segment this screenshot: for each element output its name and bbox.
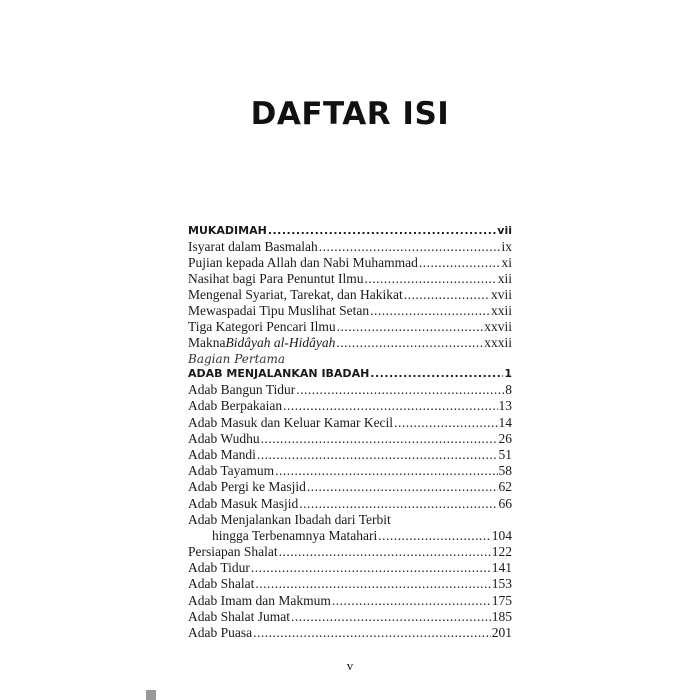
- scan-mark: [146, 690, 156, 700]
- entry-page: 175: [491, 592, 512, 608]
- page-title: DAFTAR ISI: [250, 96, 450, 132]
- entry-label-italic: Bidâyah al-Hidâyah: [225, 335, 336, 350]
- toc-entry[interactable]: [188, 431, 512, 447]
- leader-dots: [283, 398, 497, 414]
- leader-dots: [275, 463, 497, 479]
- entry-page: 66: [498, 495, 512, 511]
- entry-page: 26: [498, 430, 512, 446]
- toc-entry[interactable]: [188, 496, 512, 512]
- entry-label: Adab Tidur: [188, 560, 250, 576]
- leader-dots: [404, 287, 490, 303]
- leader-dots: [378, 528, 491, 544]
- leader-dots: [319, 239, 501, 255]
- leader-dots: [394, 415, 497, 431]
- leader-dots: [291, 609, 491, 625]
- entry-label: MUKADIMAH: [188, 224, 267, 237]
- entry-page: 13: [498, 398, 512, 414]
- toc-entry[interactable]: [188, 335, 512, 351]
- leader-dots: [364, 271, 496, 287]
- toc-entry[interactable]: [188, 415, 512, 431]
- toc-entry[interactable]: [188, 271, 512, 287]
- entry-page: 153: [491, 576, 512, 592]
- entry-label: Adab Tayamum: [188, 463, 275, 479]
- entry-label: Nasihat bagi Para Penuntut Ilmu: [188, 271, 364, 286]
- toc-entry[interactable]: [188, 255, 512, 271]
- entry-page: 51: [498, 446, 512, 462]
- toc-entry[interactable]: [188, 303, 512, 319]
- entry-page: ix: [501, 239, 512, 254]
- leader-dots: [370, 303, 490, 319]
- entry-label: Mengenal Syariat, Tarekat, dan Hakikat: [188, 287, 403, 302]
- entry-label: Adab Pergi ke Masjid: [188, 479, 306, 495]
- leader-dots: [337, 319, 484, 335]
- entry-page: 104: [491, 527, 512, 543]
- entry-label: ADAB MENJALANKAN IBADAH: [188, 367, 370, 380]
- entry-label: Adab Bangun Tidur: [188, 382, 296, 398]
- toc-entry[interactable]: [188, 398, 512, 414]
- leader-dots: [307, 479, 498, 495]
- toc-entry[interactable]: [188, 479, 512, 495]
- entry-page: 141: [491, 560, 512, 576]
- leader-dots: [257, 447, 498, 463]
- leader-dots: [255, 576, 490, 592]
- entry-label: Adab Menjalankan Ibadah dari Terbit: [188, 511, 391, 527]
- toc-entry[interactable]: [188, 319, 512, 335]
- toc-entry-continuation[interactable]: [188, 528, 512, 544]
- leader-dots: [336, 335, 483, 351]
- entry-label: Persiapan Shalat: [188, 544, 278, 560]
- entry-page: xii: [497, 271, 512, 286]
- entry-page: vii: [497, 224, 512, 237]
- leader-dots: [268, 223, 496, 239]
- entry-label: Adab Berpakaian: [188, 398, 283, 414]
- entry-page: xxii: [490, 303, 512, 318]
- entry-label: Adab Shalat: [188, 576, 255, 592]
- entry-label: Adab Masuk dan Keluar Kamar Kecil: [188, 414, 394, 430]
- toc-intro-section: [188, 223, 512, 351]
- entry-page: 58: [498, 463, 512, 479]
- entry-label: Adab Imam dan Makmum: [188, 592, 331, 608]
- entry-label: Adab Masuk Masjid: [188, 495, 299, 511]
- toc-entry[interactable]: [188, 625, 512, 641]
- entry-label: hingga Terbenamnya Matahari: [212, 527, 378, 543]
- toc-entry[interactable]: [188, 366, 512, 382]
- entry-page: 14: [498, 414, 512, 430]
- leader-dots: [299, 496, 497, 512]
- entry-page: xvii: [490, 287, 512, 302]
- leader-dots: [251, 560, 491, 576]
- toc-entry[interactable]: [188, 512, 512, 528]
- toc-entry[interactable]: [188, 287, 512, 303]
- entry-label: Isyarat dalam Basmalah: [188, 239, 318, 254]
- leader-dots: [332, 593, 491, 609]
- leader-dots: [419, 255, 501, 271]
- toc-entry[interactable]: [188, 544, 512, 560]
- leader-dots: [279, 544, 491, 560]
- entry-label: Tiga Kategori Pencari Ilmu: [188, 319, 336, 334]
- toc-entry[interactable]: [188, 239, 512, 255]
- toc-entry[interactable]: [188, 223, 512, 239]
- leader-dots: [370, 366, 503, 382]
- leader-dots: [253, 625, 491, 641]
- entry-page: 1: [504, 367, 512, 380]
- entry-label: Adab Shalat Jumat: [188, 608, 290, 624]
- entry-page: 201: [491, 625, 512, 640]
- page-number: v: [346, 658, 354, 673]
- entry-page: 122: [491, 544, 512, 560]
- entry-page: 185: [491, 608, 512, 624]
- entry-label: Adab Puasa: [188, 625, 253, 640]
- toc-entry[interactable]: [188, 576, 512, 592]
- entry-page: 62: [498, 479, 512, 495]
- leader-dots: [261, 431, 498, 447]
- toc-entry[interactable]: [188, 447, 512, 463]
- toc-entry[interactable]: [188, 463, 512, 479]
- part-label: Bagian Pertama: [188, 352, 286, 366]
- toc-entry[interactable]: [188, 593, 512, 609]
- toc-entry[interactable]: [188, 382, 512, 398]
- entry-label: Adab Mandi: [188, 446, 256, 462]
- entry-label: Makna: [188, 335, 226, 350]
- entry-label: Pujian kepada Allah dan Nabi Muhammad: [188, 255, 418, 270]
- entry-page: xi: [501, 255, 512, 270]
- toc-entry[interactable]: [188, 560, 512, 576]
- toc-entry[interactable]: [188, 609, 512, 625]
- entry-label: Mewaspadai Tipu Muslihat Setan: [188, 303, 370, 318]
- leader-dots: [296, 382, 504, 398]
- entry-label: Adab Wudhu: [188, 430, 260, 446]
- entry-page: xxvii: [484, 319, 512, 334]
- entry-page: 8: [505, 382, 512, 398]
- toc-part-one-section: [188, 352, 512, 641]
- entry-page: xxxii: [484, 335, 512, 350]
